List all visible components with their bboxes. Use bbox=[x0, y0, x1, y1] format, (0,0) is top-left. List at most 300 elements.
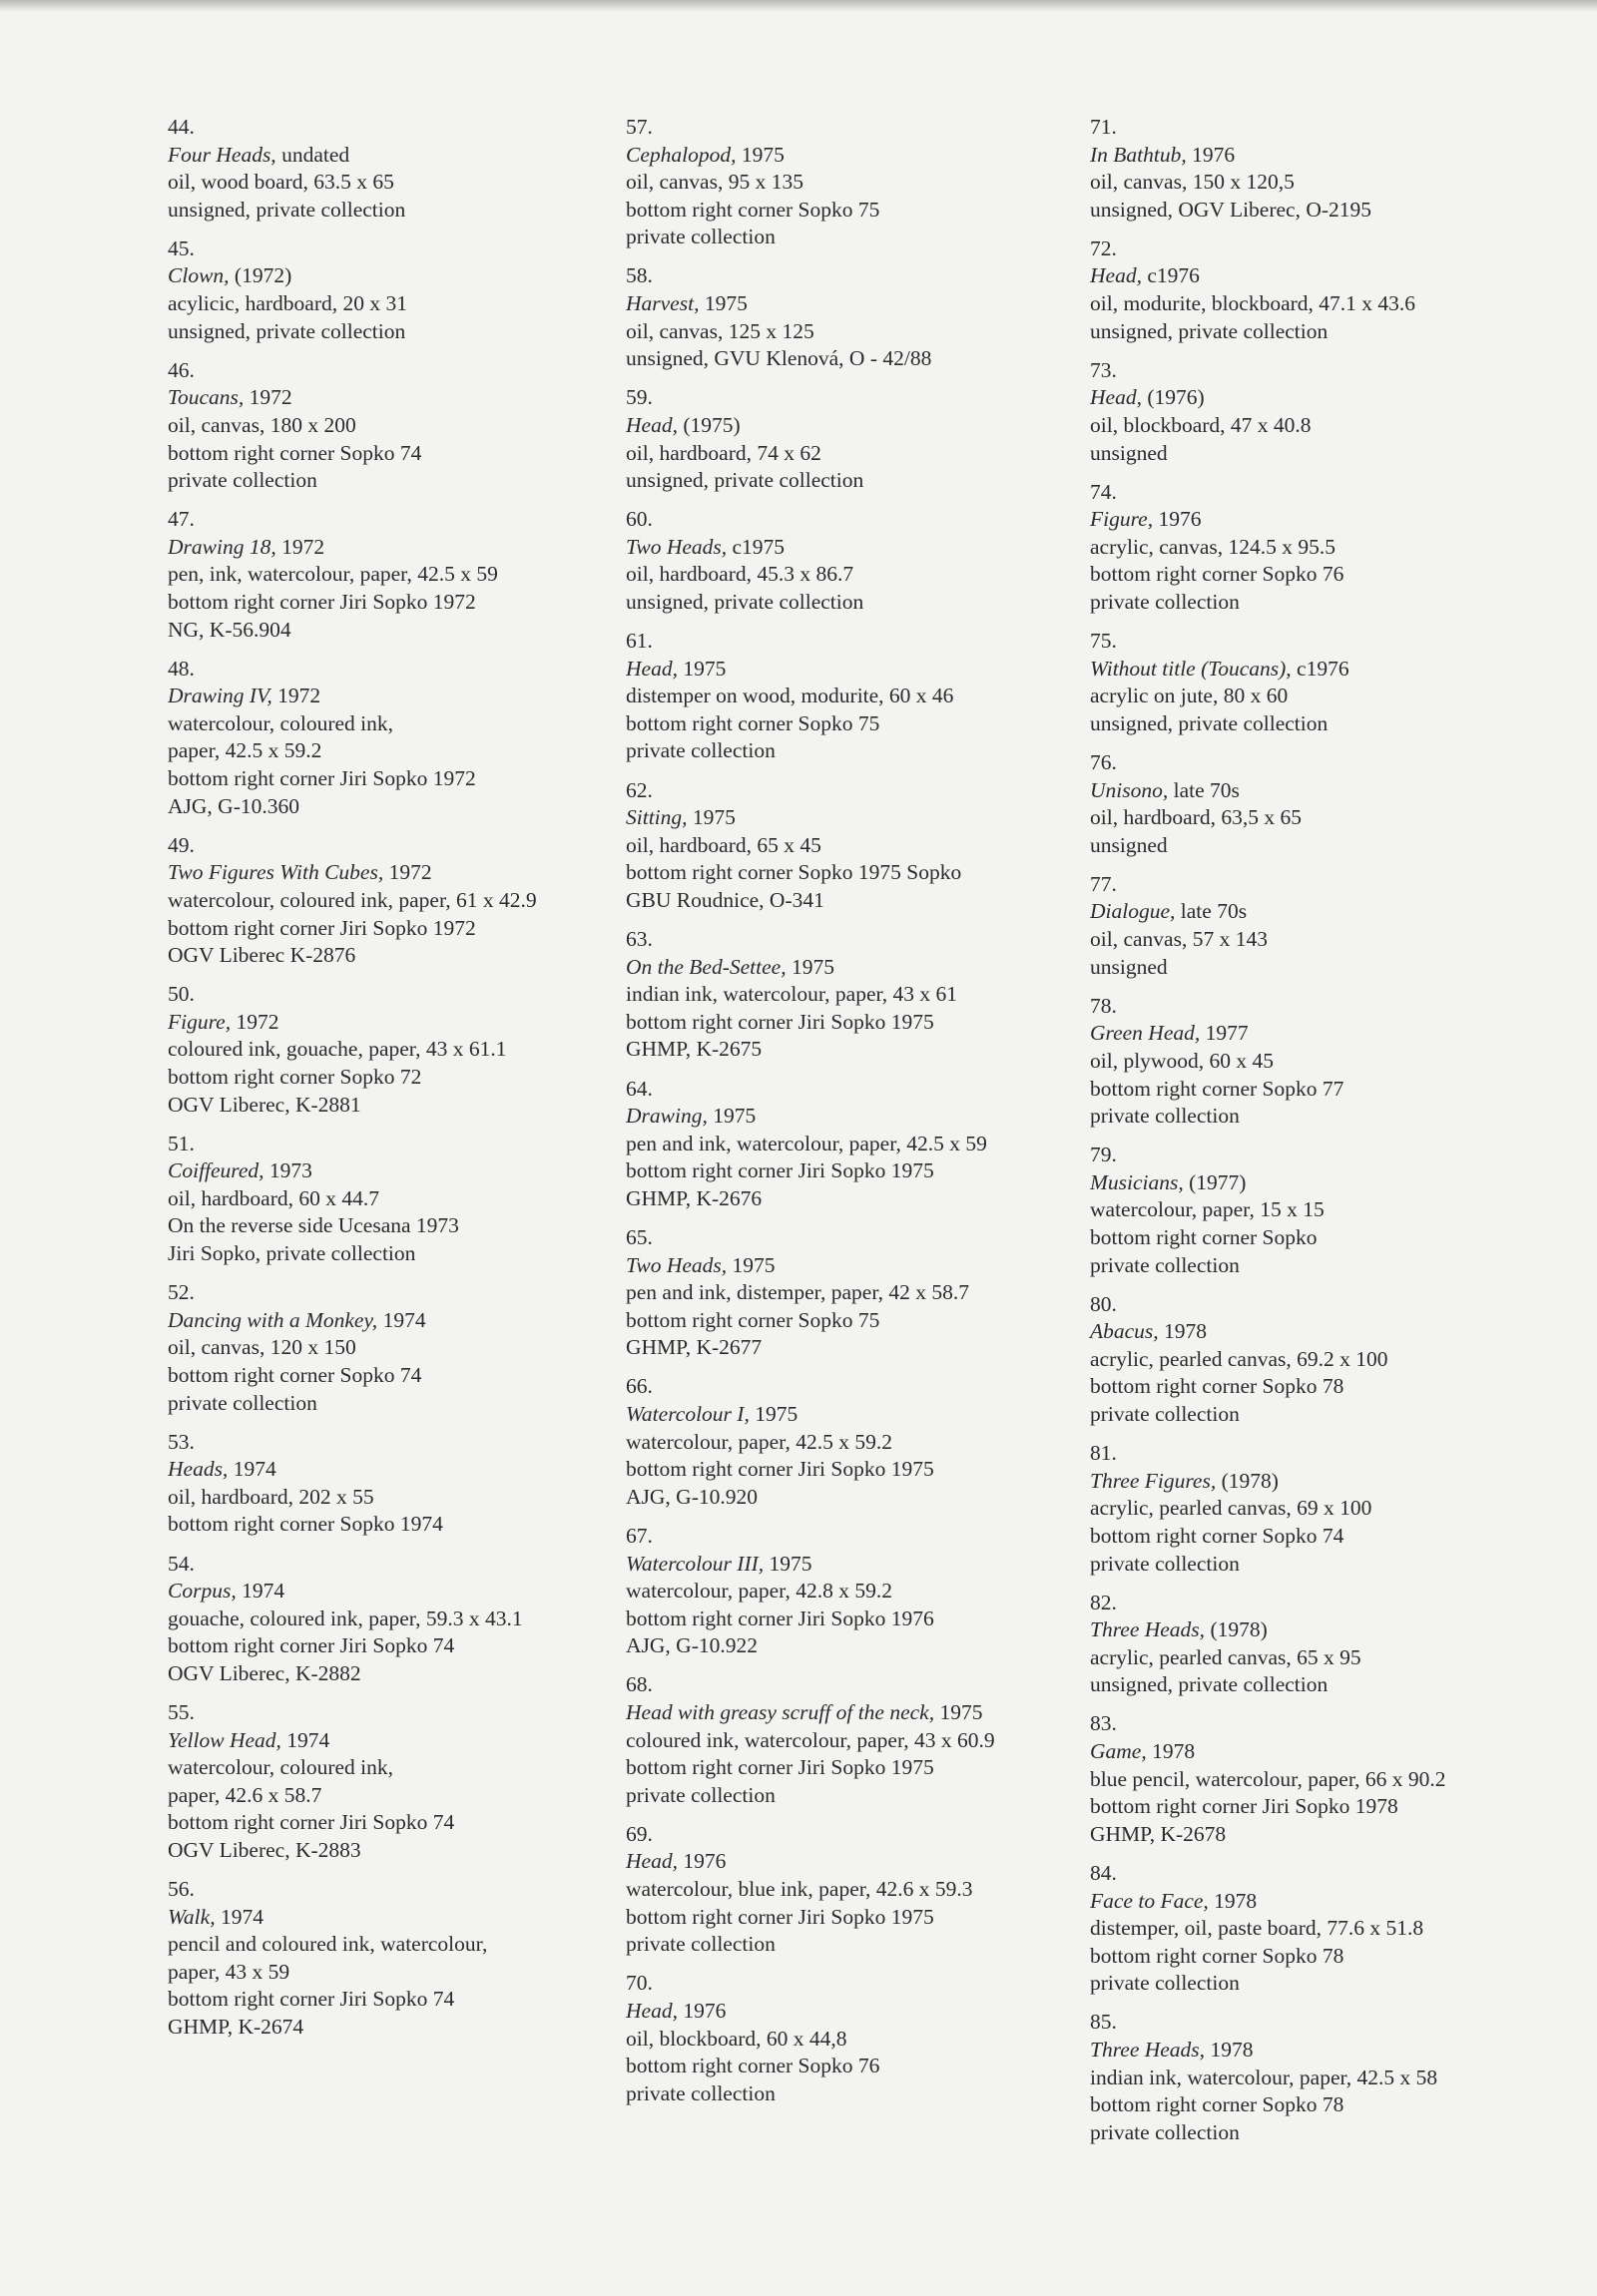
entry-title: Corpus, bbox=[168, 1579, 237, 1604]
entry-detail-line: watercolour, blue ink, paper, 42.6 x 59.3 bbox=[626, 1877, 973, 1902]
catalogue-entry bbox=[626, 262, 1065, 372]
entry-number: 84. bbox=[1090, 1860, 1117, 1885]
entry-detail-line: private collection bbox=[626, 2080, 776, 2105]
entry-number: 77. bbox=[1090, 871, 1117, 896]
entry-detail-line: bottom right corner Jiri Sopko 74 bbox=[168, 1987, 455, 2012]
entry-number: 67. bbox=[626, 1523, 653, 1548]
entry-date: 1974 bbox=[233, 1457, 276, 1482]
entry-title: Three Heads, bbox=[1090, 2038, 1206, 2062]
entry-detail-line: paper, 42.5 x 59.2 bbox=[168, 738, 322, 763]
entry-number: 66. bbox=[626, 1374, 653, 1399]
entry-detail-line: watercolour, coloured ink, bbox=[168, 1755, 394, 1780]
catalogue-entry bbox=[626, 1671, 1065, 1809]
entry-detail-line: watercolour, coloured ink, bbox=[168, 710, 394, 735]
entry-detail-line: private collection bbox=[626, 738, 776, 763]
entry-title: On the Bed-Settee, bbox=[626, 954, 787, 979]
entry-detail-line: pen and ink, distemper, paper, 42 x 58.7 bbox=[626, 1280, 969, 1305]
entry-title: Sitting, bbox=[626, 805, 688, 830]
entry-title-line bbox=[168, 384, 607, 412]
entry-title-line bbox=[168, 1578, 607, 1606]
entry-detail-line: bottom right corner Jiri Sopko 1975 bbox=[626, 1158, 934, 1183]
entry-date: 1972 bbox=[281, 534, 325, 559]
entry-date: 1974 bbox=[286, 1727, 330, 1752]
entry-detail-line: GHMP, K-2675 bbox=[626, 1037, 763, 1062]
entry-date: late 70s bbox=[1173, 777, 1240, 802]
catalogue-column-1 bbox=[168, 114, 607, 2053]
entry-detail-line: bottom right corner Sopko 75 bbox=[626, 710, 880, 735]
entry-detail-line: acrylic on jute, 80 x 60 bbox=[1090, 684, 1289, 708]
entry-detail-line: oil, hardboard, 63,5 x 65 bbox=[1090, 805, 1302, 830]
entry-number: 58. bbox=[626, 263, 653, 288]
entry-title: Face to Face, bbox=[1090, 1888, 1209, 1913]
entry-number: 56. bbox=[168, 1877, 195, 1902]
entry-detail-line: unsigned, private collection bbox=[626, 590, 864, 614]
entry-title: Abacus, bbox=[1090, 1319, 1159, 1344]
entry-date: 1975 bbox=[939, 1699, 983, 1724]
entry-date: c1976 bbox=[1297, 656, 1349, 681]
entry-title: Walk, bbox=[168, 1904, 216, 1929]
entry-date: late 70s bbox=[1180, 899, 1248, 924]
entry-detail-line: private collection bbox=[1090, 590, 1240, 614]
entry-title-line bbox=[626, 142, 1065, 170]
entry-date: 1972 bbox=[236, 1009, 279, 1034]
entry-number: 46. bbox=[168, 357, 195, 382]
entry-detail-line: private collection bbox=[1090, 1104, 1240, 1129]
entry-title-line bbox=[1090, 1169, 1529, 1197]
entry-number: 74. bbox=[1090, 479, 1117, 504]
entry-detail-line: private collection bbox=[1090, 1551, 1240, 1576]
entry-title: Toucans, bbox=[168, 385, 245, 410]
catalogue-entry bbox=[168, 1876, 607, 2042]
entry-detail-line: distemper on wood, modurite, 60 x 46 bbox=[626, 684, 954, 708]
entry-title-line bbox=[1090, 1020, 1529, 1048]
entry-number: 75. bbox=[1090, 629, 1117, 654]
entry-title-line bbox=[168, 262, 607, 290]
entry-title: Figure, bbox=[1090, 507, 1154, 532]
entry-date: 1974 bbox=[382, 1307, 426, 1332]
entry-title: Three Figures, bbox=[1090, 1468, 1217, 1493]
entry-detail-line: watercolour, paper, 42.5 x 59.2 bbox=[626, 1429, 892, 1454]
entry-detail-line: gouache, coloured ink, paper, 59.3 x 43.1 bbox=[168, 1606, 523, 1630]
entry-title: Watercolour III, bbox=[626, 1551, 765, 1576]
entry-detail-line: unsigned, GVU Klenová, O - 42/88 bbox=[626, 346, 932, 371]
entry-detail-line: distemper, oil, paste board, 77.6 x 51.8 bbox=[1090, 1916, 1424, 1941]
entry-title-line bbox=[168, 683, 607, 710]
entry-detail-line: bottom right corner Jiri Sopko 1975 bbox=[626, 1755, 934, 1780]
entry-title: Head, bbox=[626, 1998, 678, 2023]
catalogue-entry bbox=[626, 1970, 1065, 2107]
entry-number: 61. bbox=[626, 629, 653, 654]
entry-detail-line: OGV Liberec K-2876 bbox=[168, 943, 356, 968]
catalogue-entry bbox=[168, 1279, 607, 1417]
catalogue-entry bbox=[626, 1224, 1065, 1362]
entry-date: 1978 bbox=[1214, 1888, 1258, 1913]
entry-title-line bbox=[1090, 1318, 1529, 1346]
entry-title: Two Figures With Cubes, bbox=[168, 860, 384, 885]
entry-date: 1975 bbox=[755, 1402, 798, 1427]
entry-date: c1975 bbox=[732, 534, 786, 559]
entry-detail-line: GHMP, K-2678 bbox=[1090, 1821, 1227, 1846]
entry-date: 1975 bbox=[791, 954, 834, 979]
entry-date: 1976 bbox=[683, 1998, 727, 2023]
entry-detail-line: private collection bbox=[1090, 1252, 1240, 1277]
entry-title-line bbox=[1090, 384, 1529, 412]
catalogue-entry bbox=[626, 1076, 1065, 1213]
entry-title: Coiffeured, bbox=[168, 1158, 265, 1183]
entry-date: (1978) bbox=[1221, 1468, 1279, 1493]
entry-detail-line: unsigned bbox=[1090, 440, 1168, 465]
entry-title: Drawing 18, bbox=[168, 534, 276, 559]
catalogue-entry bbox=[168, 656, 607, 821]
catalogue-entry bbox=[626, 506, 1065, 616]
entry-detail-line: acrylic, pearled canvas, 69 x 100 bbox=[1090, 1496, 1372, 1521]
entry-title: Head, bbox=[626, 656, 678, 681]
entry-title: Clown, bbox=[168, 263, 230, 288]
catalogue-entry bbox=[626, 628, 1065, 765]
entry-date: 1976 bbox=[683, 1849, 727, 1874]
entry-detail-line: bottom right corner Sopko 76 bbox=[626, 2054, 880, 2078]
entry-title-line bbox=[168, 1009, 607, 1037]
entry-title: Head, bbox=[1090, 385, 1142, 410]
entry-detail-line: bottom right corner Jiri Sopko 1975 bbox=[626, 1904, 934, 1929]
entry-title: Watercolour I, bbox=[626, 1402, 750, 1427]
entry-detail-line: bottom right corner Sopko 74 bbox=[1090, 1523, 1344, 1548]
entry-detail-line: watercolour, paper, 15 x 15 bbox=[1090, 1197, 1325, 1222]
entry-date: 1972 bbox=[388, 860, 432, 885]
entry-number: 49. bbox=[168, 832, 195, 857]
entry-detail-line: bottom right corner Sopko 78 bbox=[1090, 1374, 1344, 1399]
entry-detail-line: oil, wood board, 63.5 x 65 bbox=[168, 170, 394, 195]
catalogue-entry bbox=[626, 1821, 1065, 1959]
entry-detail-line: OGV Liberec, K-2882 bbox=[168, 1660, 361, 1685]
entry-title-line bbox=[1090, 1888, 1529, 1916]
entry-number: 81. bbox=[1090, 1441, 1117, 1466]
entry-detail-line: bottom right corner Sopko 77 bbox=[1090, 1076, 1344, 1101]
catalogue-entry bbox=[1090, 1590, 1529, 1699]
entry-title: Head, bbox=[626, 1849, 678, 1874]
entry-title: Two Heads, bbox=[626, 1252, 728, 1277]
entry-detail-line: oil, hardboard, 60 x 44.7 bbox=[168, 1185, 379, 1210]
entry-date: 1975 bbox=[704, 291, 748, 316]
entry-detail-line: bottom right corner Jiri Sopko 1976 bbox=[626, 1606, 934, 1630]
entry-title: Game, bbox=[1090, 1739, 1147, 1764]
catalogue-entry bbox=[1090, 357, 1529, 467]
entry-title-line bbox=[626, 1998, 1065, 2026]
entry-date: 1975 bbox=[713, 1104, 757, 1129]
entry-date: 1972 bbox=[249, 385, 292, 410]
entry-title-line bbox=[168, 1456, 607, 1484]
entry-detail-line: private collection bbox=[168, 1390, 317, 1415]
catalogue-entry bbox=[168, 1551, 607, 1688]
entry-title: Drawing, bbox=[626, 1104, 708, 1129]
entry-title-line bbox=[626, 1699, 1065, 1727]
entry-date: 1975 bbox=[683, 656, 727, 681]
entry-number: 82. bbox=[1090, 1590, 1117, 1614]
entry-detail-line: oil, hardboard, 202 x 55 bbox=[168, 1484, 374, 1509]
catalogue-entry bbox=[1090, 235, 1529, 345]
entry-title-line bbox=[168, 1904, 607, 1932]
entry-detail-line: bottom right corner Jiri Sopko 1972 bbox=[168, 766, 476, 791]
entry-detail-line: GHMP, K-2674 bbox=[168, 2015, 304, 2039]
entry-detail-line: unsigned, private collection bbox=[1090, 1672, 1329, 1697]
entry-date: 1975 bbox=[769, 1551, 812, 1576]
entry-detail-line: oil, hardboard, 74 x 62 bbox=[626, 440, 821, 465]
entry-date: (1975) bbox=[683, 412, 741, 437]
entry-title-line bbox=[168, 534, 607, 562]
entry-number: 52. bbox=[168, 1280, 195, 1305]
entry-detail-line: AJG, G-10.920 bbox=[626, 1484, 758, 1509]
entry-date: 1978 bbox=[1210, 2038, 1254, 2062]
entry-number: 63. bbox=[626, 927, 653, 952]
entry-number: 68. bbox=[626, 1672, 653, 1697]
entry-title-line bbox=[1090, 1616, 1529, 1644]
entry-number: 76. bbox=[1090, 749, 1117, 774]
entry-title-line bbox=[1090, 2037, 1529, 2065]
entry-date: 1978 bbox=[1152, 1739, 1196, 1764]
entry-number: 70. bbox=[626, 1971, 653, 1996]
catalogue-column-3 bbox=[1090, 114, 1529, 2158]
entry-title-line bbox=[626, 1103, 1065, 1131]
entry-detail-line: bottom right corner Sopko 75 bbox=[626, 197, 880, 222]
entry-title: Cephalopod, bbox=[626, 142, 737, 167]
entry-number: 73. bbox=[1090, 357, 1117, 382]
entry-detail-line: unsigned, OGV Liberec, O-2195 bbox=[1090, 197, 1372, 222]
entry-detail-line: watercolour, coloured ink, paper, 61 x 42.9 bbox=[168, 887, 537, 912]
entry-detail-line: bottom right corner Jiri Sopko 1975 bbox=[626, 1457, 934, 1482]
entry-number: 85. bbox=[1090, 2010, 1117, 2035]
entry-title-line bbox=[1090, 142, 1529, 170]
catalogue-entry bbox=[168, 1429, 607, 1539]
entry-title: Dialogue, bbox=[1090, 899, 1176, 924]
catalogue-column-2 bbox=[626, 114, 1065, 2119]
catalogue-entry bbox=[1090, 1440, 1529, 1578]
entry-date: (1972) bbox=[234, 263, 292, 288]
entry-detail-line: GBU Roudnice, O-341 bbox=[626, 887, 824, 912]
entry-title: Head with greasy scruff of the neck, bbox=[626, 1699, 935, 1724]
entry-detail-line: private collection bbox=[1090, 1971, 1240, 1996]
catalogue-entry bbox=[1090, 114, 1529, 224]
entry-title-line bbox=[626, 1848, 1065, 1876]
entry-detail-line: unsigned, private collection bbox=[626, 468, 864, 493]
entry-title: Four Heads, bbox=[168, 142, 276, 167]
catalogue-entry bbox=[1090, 1710, 1529, 1848]
entry-detail-line: paper, 42.6 x 58.7 bbox=[168, 1782, 322, 1807]
catalogue-entry bbox=[1090, 993, 1529, 1131]
entry-detail-line: unsigned bbox=[1090, 954, 1168, 979]
entry-date: 1975 bbox=[741, 142, 785, 167]
entry-detail-line: bottom right corner Jiri Sopko 74 bbox=[168, 1633, 455, 1658]
entry-date: 1974 bbox=[242, 1579, 285, 1604]
entry-detail-line: GHMP, K-2677 bbox=[626, 1335, 763, 1360]
entry-title-line bbox=[626, 412, 1065, 440]
entry-number: 71. bbox=[1090, 115, 1117, 139]
entry-detail-line: OGV Liberec, K-2881 bbox=[168, 1092, 361, 1117]
entry-detail-line: GHMP, K-2676 bbox=[626, 1185, 763, 1210]
entry-number: 51. bbox=[168, 1131, 195, 1155]
entry-date: (1977) bbox=[1189, 1169, 1247, 1194]
entry-title-line bbox=[1090, 262, 1529, 290]
entry-detail-line: coloured ink, gouache, paper, 43 x 61.1 bbox=[168, 1037, 507, 1062]
entry-number: 50. bbox=[168, 982, 195, 1007]
entry-detail-line: private collection bbox=[626, 225, 776, 249]
catalogue-entry bbox=[626, 1373, 1065, 1511]
entry-detail-line: watercolour, paper, 42.8 x 59.2 bbox=[626, 1579, 892, 1604]
catalogue-entry bbox=[168, 1131, 607, 1268]
entry-detail-line: bottom right corner Jiri Sopko 1972 bbox=[168, 915, 476, 940]
entry-title-line bbox=[626, 290, 1065, 318]
entry-detail-line: oil, hardboard, 65 x 45 bbox=[626, 832, 821, 857]
entry-detail-line: bottom right corner Sopko 72 bbox=[168, 1065, 422, 1089]
entry-detail-line: private collection bbox=[168, 468, 317, 493]
entry-date: 1973 bbox=[268, 1158, 312, 1183]
entry-title-line bbox=[626, 656, 1065, 684]
entry-detail-line: oil, canvas, 95 x 135 bbox=[626, 170, 803, 195]
catalogue-entry bbox=[168, 114, 607, 224]
entry-title-line bbox=[626, 534, 1065, 562]
entry-title: Heads, bbox=[168, 1457, 229, 1482]
catalogue-entry bbox=[1090, 628, 1529, 737]
entry-title: Head, bbox=[1090, 263, 1142, 288]
entry-number: 80. bbox=[1090, 1291, 1117, 1316]
entry-number: 54. bbox=[168, 1551, 195, 1576]
entry-title-line bbox=[626, 804, 1065, 832]
entry-detail-line: bottom right corner Jiri Sopko 74 bbox=[168, 1810, 455, 1835]
entry-date: 1976 bbox=[1158, 507, 1202, 532]
entry-title: Figure, bbox=[168, 1009, 232, 1034]
entry-title: Green Head, bbox=[1090, 1021, 1201, 1046]
catalogue-entry bbox=[626, 777, 1065, 915]
catalogue-entry bbox=[1090, 1860, 1529, 1998]
entry-number: 55. bbox=[168, 1699, 195, 1724]
entry-detail-line: unsigned, private collection bbox=[1090, 318, 1329, 343]
entry-detail-line: coloured ink, watercolour, paper, 43 x 60.9 bbox=[626, 1727, 995, 1752]
entry-title-line bbox=[626, 1401, 1065, 1429]
entry-detail-line: bottom right corner Sopko 74 bbox=[168, 440, 422, 465]
entry-detail-line: oil, blockboard, 60 x 44,8 bbox=[626, 2026, 847, 2051]
page-top-edge bbox=[0, 0, 1597, 12]
entry-number: 64. bbox=[626, 1076, 653, 1101]
catalogue-entry bbox=[626, 384, 1065, 494]
entry-number: 65. bbox=[626, 1224, 653, 1249]
entry-number: 45. bbox=[168, 235, 195, 260]
entry-detail-line: private collection bbox=[626, 1782, 776, 1807]
entry-detail-line: bottom right corner Sopko 74 bbox=[168, 1362, 422, 1387]
catalogue-entry bbox=[168, 357, 607, 495]
catalogue-entry bbox=[1090, 871, 1529, 981]
entry-detail-line: oil, canvas, 125 x 125 bbox=[626, 318, 814, 343]
entry-title: Head, bbox=[626, 412, 678, 437]
entry-detail-line: oil, canvas, 180 x 200 bbox=[168, 412, 356, 437]
entry-title: Without title (Toucans), bbox=[1090, 656, 1292, 681]
entry-date: 1975 bbox=[732, 1252, 776, 1277]
entry-detail-line: bottom right corner Sopko 1974 bbox=[168, 1512, 443, 1537]
entry-title-line bbox=[1090, 656, 1529, 684]
entry-title-line bbox=[168, 1307, 607, 1335]
entry-detail-line: oil, canvas, 150 x 120,5 bbox=[1090, 170, 1295, 195]
entry-title: Two Heads, bbox=[626, 534, 728, 559]
entry-date: undated bbox=[281, 142, 350, 167]
entry-date: 1976 bbox=[1192, 142, 1236, 167]
entry-number: 78. bbox=[1090, 993, 1117, 1018]
entry-date: 1975 bbox=[692, 805, 736, 830]
entry-date: c1976 bbox=[1147, 263, 1200, 288]
entry-detail-line: acrylic, pearled canvas, 65 x 95 bbox=[1090, 1644, 1361, 1669]
entry-title-line bbox=[626, 1551, 1065, 1579]
entry-number: 72. bbox=[1090, 235, 1117, 260]
entry-title-line bbox=[1090, 1738, 1529, 1766]
entry-detail-line: pencil and coloured ink, watercolour, bbox=[168, 1932, 488, 1957]
entry-number: 60. bbox=[626, 507, 653, 532]
entry-number: 48. bbox=[168, 656, 195, 681]
entry-detail-line: oil, plywood, 60 x 45 bbox=[1090, 1048, 1274, 1073]
entry-detail-line: AJG, G-10.360 bbox=[168, 793, 299, 818]
catalogue-entry bbox=[1090, 749, 1529, 859]
entry-detail-line: bottom right corner Sopko bbox=[1090, 1224, 1318, 1249]
entry-title-line bbox=[168, 859, 607, 887]
catalogue-entry bbox=[1090, 2009, 1529, 2146]
entry-detail-line: bottom right corner Jiri Sopko 1978 bbox=[1090, 1794, 1398, 1819]
entry-title-line bbox=[1090, 898, 1529, 926]
entry-title: In Bathtub, bbox=[1090, 142, 1187, 167]
entry-detail-line: bottom right corner Sopko 75 bbox=[626, 1307, 880, 1332]
entry-number: 79. bbox=[1090, 1143, 1117, 1167]
entry-number: 47. bbox=[168, 507, 195, 532]
entry-title: Yellow Head, bbox=[168, 1727, 281, 1752]
entry-detail-line: indian ink, watercolour, paper, 42.5 x 58 bbox=[1090, 2065, 1438, 2089]
entry-detail-line: pen, ink, watercolour, paper, 42.5 x 59 bbox=[168, 562, 498, 587]
entry-detail-line: Jiri Sopko, private collection bbox=[168, 1241, 416, 1266]
entry-number: 62. bbox=[626, 777, 653, 802]
entry-title-line bbox=[1090, 506, 1529, 534]
entry-detail-line: bottom right corner Sopko 76 bbox=[1090, 562, 1344, 587]
entry-detail-line: oil, canvas, 120 x 150 bbox=[168, 1335, 356, 1360]
entry-detail-line: AJG, G-10.922 bbox=[626, 1633, 758, 1658]
entry-number: 57. bbox=[626, 115, 653, 139]
entry-detail-line: bottom right corner Sopko 78 bbox=[1090, 1943, 1344, 1968]
entry-date: (1978) bbox=[1210, 1617, 1268, 1642]
entry-detail-line: blue pencil, watercolour, paper, 66 x 90.2 bbox=[1090, 1766, 1446, 1791]
entry-date: 1974 bbox=[220, 1904, 264, 1929]
catalogue-entry bbox=[626, 114, 1065, 251]
entry-date: 1972 bbox=[277, 684, 321, 708]
catalogue-entry bbox=[626, 926, 1065, 1064]
entry-title: Unisono, bbox=[1090, 777, 1169, 802]
entry-detail-line: bottom right corner Sopko 78 bbox=[1090, 2092, 1344, 2117]
entry-detail-line: oil, modurite, blockboard, 47.1 x 43.6 bbox=[1090, 291, 1416, 316]
entry-detail-line: bottom right corner Sopko 1975 Sopko bbox=[626, 860, 962, 885]
entry-number: 83. bbox=[1090, 1711, 1117, 1736]
entry-detail-line: unsigned bbox=[1090, 832, 1168, 857]
entry-number: 53. bbox=[168, 1429, 195, 1454]
entry-detail-line: On the reverse side Ucesana 1973 bbox=[168, 1213, 459, 1238]
entry-date: (1976) bbox=[1147, 385, 1205, 410]
catalogue-entry bbox=[1090, 1142, 1529, 1279]
entry-detail-line: acrylic, pearled canvas, 69.2 x 100 bbox=[1090, 1346, 1388, 1371]
entry-detail-line: private collection bbox=[1090, 2119, 1240, 2144]
catalogue-entry bbox=[1090, 479, 1529, 617]
entry-detail-line: unsigned, private collection bbox=[168, 197, 406, 222]
entry-detail-line: unsigned, private collection bbox=[168, 318, 406, 343]
entry-detail-line: private collection bbox=[1090, 1402, 1240, 1427]
entry-title-line bbox=[168, 1727, 607, 1755]
entry-title: Harvest, bbox=[626, 291, 700, 316]
entry-title: Musicians, bbox=[1090, 1169, 1184, 1194]
catalogue-entry bbox=[168, 506, 607, 644]
catalogue-entry bbox=[168, 235, 607, 345]
entry-detail-line: bottom right corner Jiri Sopko 1972 bbox=[168, 590, 476, 614]
entry-detail-line: acrylic, canvas, 124.5 x 95.5 bbox=[1090, 534, 1335, 559]
entry-number: 44. bbox=[168, 115, 195, 139]
